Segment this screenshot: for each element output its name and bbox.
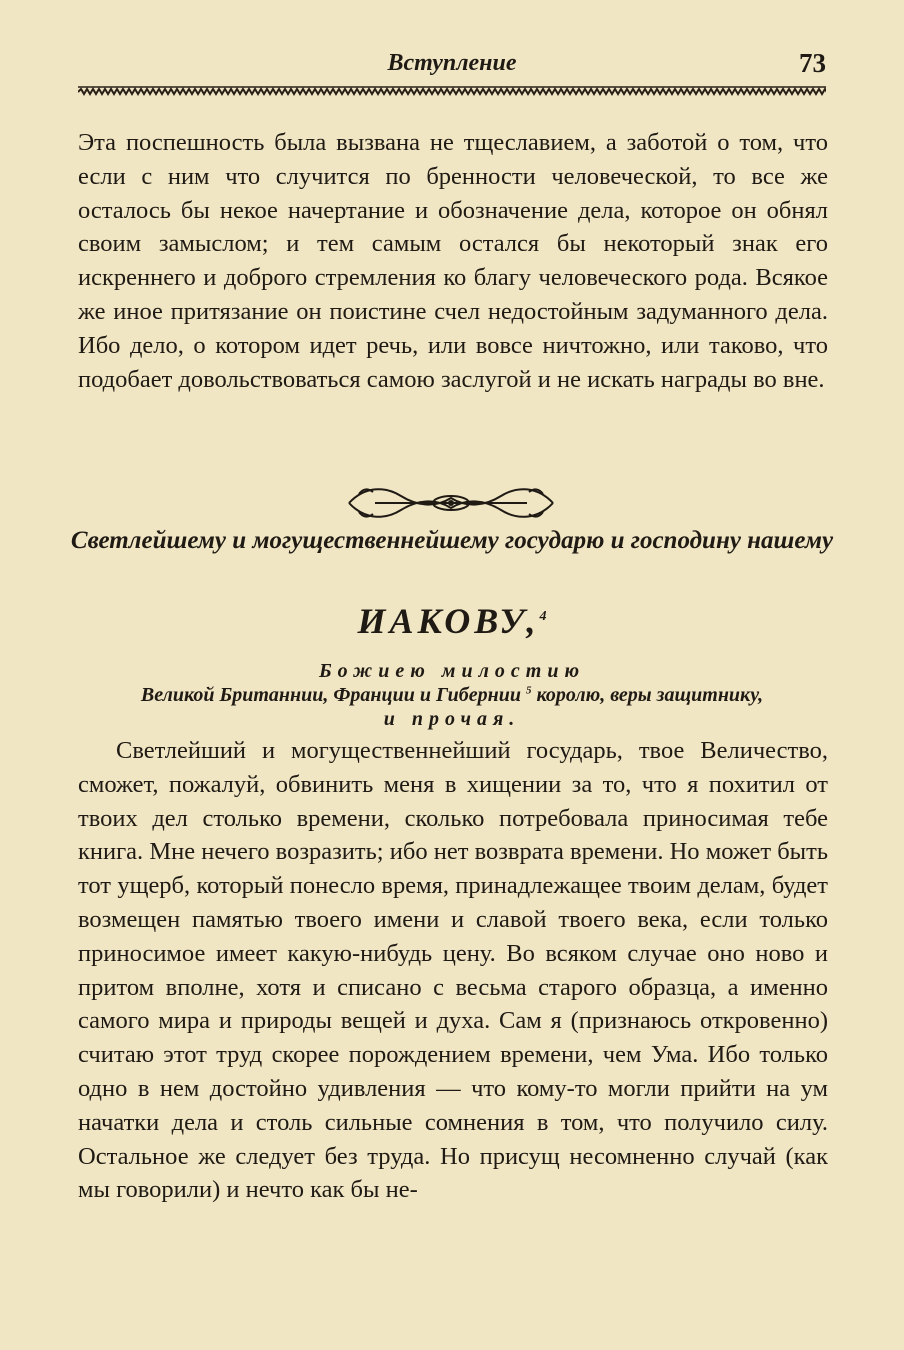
running-head xyxy=(78,46,826,82)
decorative-rule-icon xyxy=(78,84,826,96)
dedicatee-name xyxy=(0,600,904,642)
dedicatee-name-text: ИАКОВУ, xyxy=(357,601,540,641)
ornament-divider-icon xyxy=(345,480,557,526)
titles-part2: королю, веры защитнику, xyxy=(531,684,764,706)
titles-line xyxy=(0,684,904,707)
footnote-mark-5: 5 xyxy=(526,684,532,697)
titles-part1: Великой Британнии, Франции и Гибернии xyxy=(140,684,521,706)
grace-line: Божиею милостию xyxy=(318,660,586,682)
address-paragraph xyxy=(78,734,828,1207)
page-number: 73 xyxy=(799,48,826,78)
dedication-line: Светлейшему и могущественнейшему государю и господину нашему xyxy=(70,527,834,554)
address-paragraph-text: Светлейший и могущественнейший государь, твое Величество, сможет, пожалуй, обвинить меня в хищении за то, что я похитил от твоих дел столько времени, сколько потребовала приносимая тебе книга. Мне нечего возразить; ибо нет возврата времени. Но может быть тот ущерб, который понесло время, принадлежащее твоим делам, будет возмещен памятью твоего имени и славой твоего века, если только приносимое имеет какую-нибудь цену. Во всяком случае оно ново и притом вполне, хотя и списано с весьма старого образца, а именно самого мира и природы вещей и духа. Сам я (признаюсь откровенно) считаю этот труд скорее порождением времени, чем Ума. Ибо только одно в нем достойно удивления — что кому-то могли прийти на ум начатки дела и столь сильные сомнения в том, что получило силу. Остальное же следует без труда. Но присущ несомненно случай (как мы говорили) и нечто как бы не- xyxy=(78,737,828,1204)
etc-line: и прочая. xyxy=(383,708,521,730)
section-title: Вступление xyxy=(387,50,517,76)
intro-paragraph: Эта поспешность была вызвана не тщеславием, а заботой о том, что если с ним что случится по бренности человеческой, то все же осталось бы некое начертание и обозначение дела, которое он обнял своим замыслом; и тем самым остался бы некоторый знак его искреннего и доброго стремления ко благу человеческого рода. Всякое же иное притязание он поистине счел недостойным задуманного дела. Ибо дело, о котором идет речь, или вовсе ничтожно, или таково, что подобает довольствоваться самою заслугой и не искать награды во вне. xyxy=(78,129,828,393)
footnote-mark-4: 4 xyxy=(539,609,547,624)
